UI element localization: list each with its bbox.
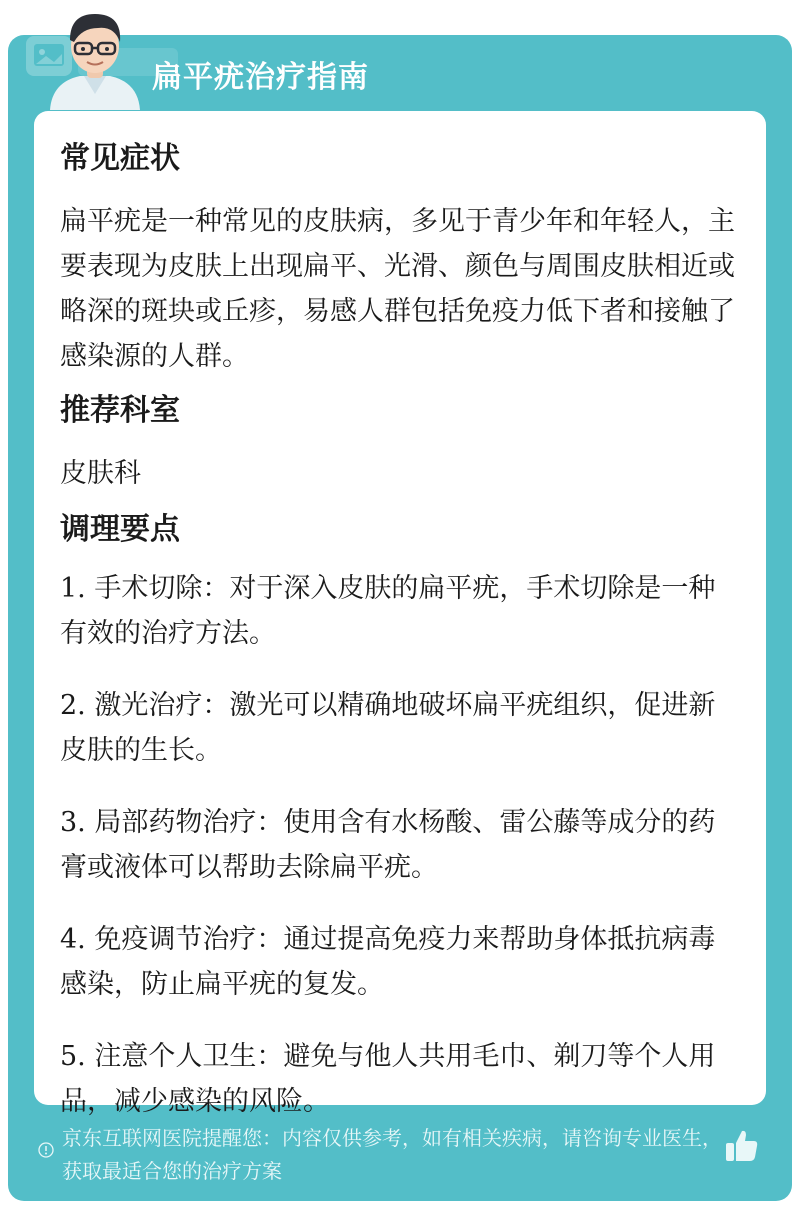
thumbs-up-icon[interactable] (722, 1127, 760, 1165)
doctor-avatar (40, 2, 150, 110)
care-tip: 2. 激光治疗：激光可以精确地破坏扁平疣组织，促进新皮肤的生长。 (60, 690, 716, 766)
info-icon (38, 1142, 54, 1158)
department-heading: 推荐科室 (60, 393, 180, 428)
care-tip: 4. 免疫调节治疗：通过提高免疫力来帮助身体抵抗病毒感染，防止扁平疣的复发。 (60, 924, 716, 1000)
care-tip: 5. 注意个人卫生：避免与他人共用毛巾、剃刀等个人用品，减少感染的风险。 (60, 1041, 716, 1117)
department-text: 皮肤科 (60, 458, 141, 489)
symptoms-text: 扁平疣是一种常见的皮肤病，多见于青少年和年轻人，主要表现为皮肤上出现扁平、光滑、颜色与周围皮肤相近或略深的斑块或丘疹，易感人群包括免疫力低下者和接触了感染源的人群。 (60, 206, 735, 372)
care-tip: 1. 手术切除：对于深入皮肤的扁平疣，手术切除是一种有效的治疗方法。 (60, 573, 716, 649)
care-heading: 调理要点 (60, 512, 180, 547)
care-tip: 3. 局部药物治疗：使用含有水杨酸、雷公藤等成分的药膏或液体可以帮助去除扁平疣。 (60, 807, 716, 883)
content-card (34, 111, 766, 1117)
symptoms-heading: 常见症状 (60, 141, 180, 176)
footer-notice: 京东互联网医院提醒您：内容仅供参考，如有相关疾病，请咨询专业医生，获取最适合您的治疗方案 (62, 1126, 722, 1183)
page-title: 扁平疣治疗指南 (152, 60, 369, 95)
